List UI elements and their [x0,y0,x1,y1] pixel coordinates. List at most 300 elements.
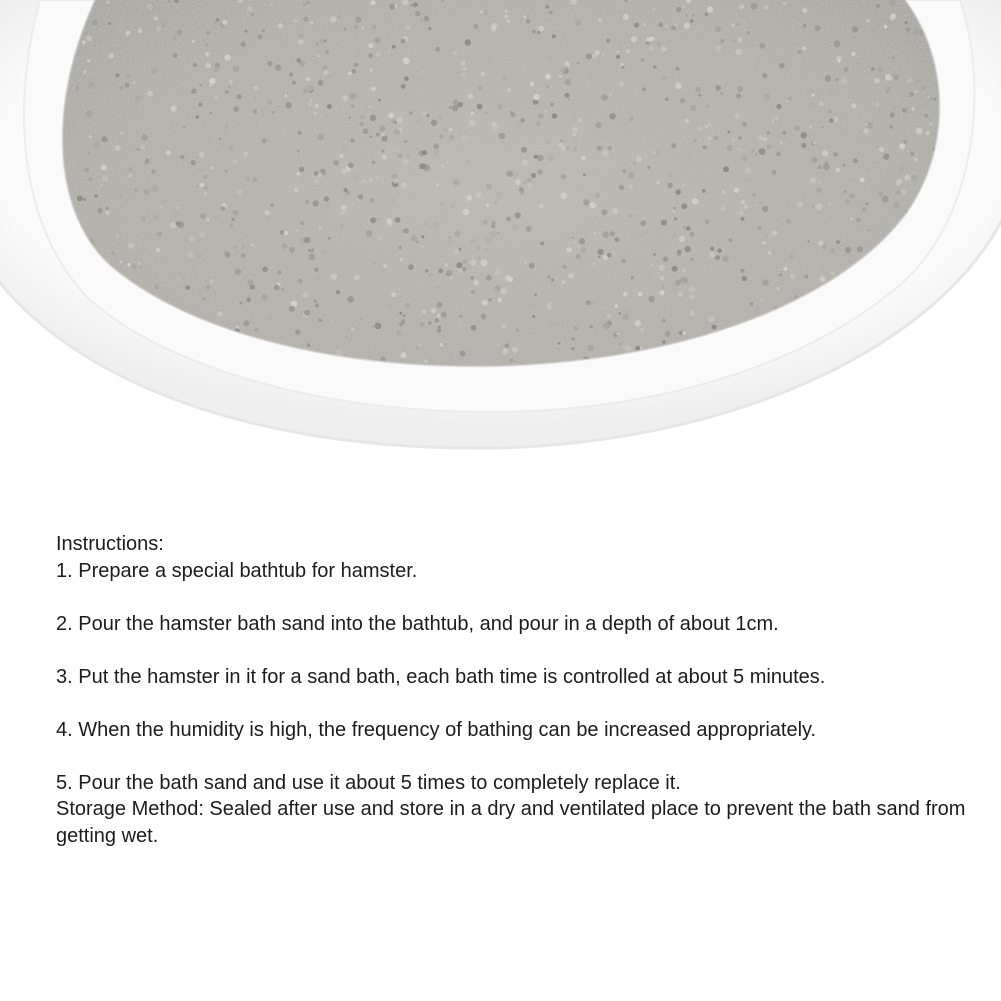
sand-granule [422,309,427,314]
sand-granule [629,117,633,121]
sand-granule [546,85,549,88]
sand-granule [513,173,519,179]
sand-granule [674,217,677,220]
sand-granule [745,168,751,174]
sand-granule [209,112,211,114]
sand-granule [134,188,138,192]
sand-granule [435,318,439,322]
sand-granule [224,129,229,134]
sand-granule [437,302,443,308]
sand-granule [299,61,305,67]
sand-granule [421,246,424,249]
sand-granule [304,237,310,243]
sand-granule [927,96,930,99]
sand-granule [411,235,417,241]
sand-granule [527,183,532,188]
sand-granule [379,318,385,324]
sand-granule [246,233,252,239]
sand-granule [758,56,763,61]
sand-granule [257,34,262,39]
sand-granule [141,144,146,149]
sand-granule [571,337,574,340]
sand-granule [698,126,703,131]
sand-granule [409,111,413,115]
sand-granule [306,77,311,82]
sand-granule [130,174,133,177]
sand-granule [812,157,818,163]
sand-granule [913,29,919,35]
sand-granule [119,16,125,22]
sand-granule [186,112,189,115]
sand-granule [392,45,396,49]
sand-granule [626,49,630,53]
sand-granule [762,279,769,286]
sand-granule [361,27,365,31]
sand-granule [116,25,121,30]
sand-granule [254,97,256,99]
sand-granule [845,247,851,253]
sand-granule [903,331,907,335]
sand-granule [833,116,839,122]
sand-granule [343,146,345,148]
sand-granule [621,66,624,69]
sand-granule [273,136,277,140]
sand-granule [636,156,642,162]
sand-granule [388,214,391,217]
sand-granule [87,59,90,62]
sand-granule [128,243,134,249]
sand-granule [739,136,742,139]
sand-granule [680,276,686,282]
sand-granule [558,342,561,345]
sand-granule [515,200,518,203]
sand-granule [141,197,146,202]
sand-granule [116,73,120,77]
sand-granule [593,333,596,336]
sand-granule [914,157,918,161]
sand-granule [863,128,869,134]
sand-granule [506,170,513,177]
sand-granule [764,5,769,10]
sand-granule [95,136,101,142]
sand-granule [849,193,854,198]
sand-granule [302,340,308,346]
sand-granule [401,39,406,44]
sand-granule [332,320,337,325]
sand-granule [191,160,196,165]
sand-granule [354,275,360,281]
sand-granule [348,71,352,75]
sand-granule [603,323,610,330]
sand-granule [527,15,529,17]
sand-granule [783,267,787,271]
sand-granule [415,148,419,152]
sand-granule [92,369,95,372]
sand-granule [476,192,482,198]
sand-granule [198,254,201,257]
sand-granule [507,88,511,92]
sand-granule [222,20,227,25]
sand-granule [736,49,742,55]
sand-granule [318,319,321,322]
sand-granule [171,270,174,273]
sand-granule [471,325,477,331]
sand-granule [629,214,632,217]
sand-granule [741,200,745,204]
sand-granule [297,172,300,175]
sand-granule [917,321,923,327]
sand-granule [262,195,265,198]
sand-granule [789,254,794,259]
sand-granule [741,217,745,221]
sand-granule [634,23,639,28]
sand-granule [632,162,636,166]
sand-granule [532,315,535,318]
instruction-step-5: 5. Pour the bath sand and use it about 5 times to completely replace it. [56,771,681,794]
sand-granule [622,169,627,174]
sand-granule [934,98,937,101]
sand-granule [97,208,102,213]
sand-granule [789,131,793,135]
sand-granule [271,170,274,173]
sand-granule [461,61,466,66]
sand-granule [51,352,54,355]
sand-granule [317,55,320,58]
sand-granule [119,236,123,240]
sand-granule [685,14,687,16]
sand-granule [163,259,170,266]
sand-granule [739,211,743,215]
sand-granule [602,231,609,238]
sand-granule [623,14,629,20]
sand-granule [325,203,330,208]
sand-granule [690,258,693,261]
sand-granule [552,34,556,38]
sand-granule [836,240,840,244]
sand-granule [394,129,400,135]
sand-granule [309,102,312,105]
sand-granule [939,309,946,316]
sand-granule [235,269,241,275]
sand-granule [903,140,907,144]
sand-granule [672,266,678,272]
sand-granule [190,264,196,270]
sand-granule [622,314,629,321]
sand-granule [137,261,141,265]
sand-granule [762,206,768,212]
sand-granule [351,105,354,108]
sand-granule [522,159,528,165]
sand-granule [413,2,418,7]
sand-granule [433,150,439,156]
sand-granule [545,110,548,113]
sand-granule [634,320,641,327]
sand-granule [926,144,931,149]
sand-granule [944,326,950,332]
sand-granule [760,202,764,206]
sand-granule [379,238,382,241]
sand-granule [566,147,570,151]
sand-granule [289,306,295,312]
sand-granule [449,106,452,109]
sand-granule [728,238,732,242]
sand-granule [545,74,551,80]
sand-granule [85,168,90,173]
sand-granule [215,96,218,99]
sand-granule [471,290,476,295]
sand-granule [225,124,228,127]
sand-granule [399,246,402,249]
sand-granule [621,259,626,264]
sand-granule [284,231,288,235]
sand-granule [782,131,786,135]
sand-granule [400,258,403,261]
sand-granule [154,17,157,20]
sand-granule [177,30,183,36]
sand-granule [698,94,701,97]
sand-granule [911,175,918,182]
sand-granule [454,231,460,237]
sand-granule [601,53,605,57]
sand-granule [612,208,618,214]
sand-granule [904,21,907,24]
sand-granule [831,248,835,252]
sand-granule [497,103,504,110]
sand-granule [877,66,883,72]
sand-granule [366,230,373,237]
sand-granule [589,325,593,329]
sand-granule [727,145,733,151]
sand-granule [481,314,487,320]
sand-granule [533,94,539,100]
sand-granule [229,80,233,84]
sand-granule [571,347,574,350]
sand-granule [643,231,648,236]
sand-granule [391,198,396,203]
sand-granule [403,57,410,64]
sand-granule [298,39,304,45]
sand-granule [342,150,345,153]
sand-granule [512,347,518,353]
sand-granule [588,345,595,352]
sand-granule [309,99,312,102]
sand-granule [308,254,315,261]
sand-granule [365,330,368,333]
sand-granule [424,221,430,227]
sand-granule [439,202,443,206]
sand-granule [660,290,665,295]
sand-granule [316,42,320,46]
sand-granule [195,204,198,207]
sand-granule [731,138,735,142]
sand-granule [653,65,657,69]
sand-granule [416,241,419,244]
sand-granule [539,204,544,209]
sand-granule [876,4,880,8]
sand-granule [500,288,507,295]
sand-granule [185,285,190,290]
sand-granule [574,147,578,151]
sand-granule [550,103,553,106]
sand-granule [891,371,894,374]
sand-granule [689,295,694,300]
sand-granule [319,226,323,230]
sand-granule [671,25,676,30]
sand-granule [531,173,536,178]
sand-granule [682,183,685,186]
sand-granule [208,52,213,57]
sand-granule [853,159,858,164]
sand-granule [102,175,108,181]
sand-granule [731,257,737,263]
sand-granule [808,125,812,129]
sand-granule [616,332,619,335]
sand-granule [381,135,387,141]
sand-granule [88,82,94,88]
sand-granule [439,134,444,139]
sand-granule [573,112,577,116]
sand-granule [459,315,462,318]
sand-granule [624,163,627,166]
sand-granule [369,136,372,139]
sand-granule [423,164,430,171]
sand-granule [444,343,447,346]
sand-granule [428,27,431,30]
sand-granule [348,163,354,169]
sand-granule [154,215,159,220]
sand-granule [780,141,783,144]
sand-granule [343,188,347,192]
sand-granule [650,37,655,42]
sand-granule [671,143,676,148]
sand-granule [812,206,815,209]
sand-granule [425,269,429,273]
sand-granule [824,221,829,226]
instruction-step-2: 2. Pour the hamster bath sand into the bathtub, and pour in a depth of about 1cm. [56,612,779,635]
sand-granule [274,285,280,291]
sand-granule [342,95,348,101]
sand-granule [852,36,854,38]
sand-granule [758,135,763,140]
sand-granule [786,219,791,224]
sand-granule [736,0,742,6]
sand-granule [387,303,392,308]
sand-granule [561,192,568,199]
sand-granule [453,51,456,54]
sand-granule [339,224,345,230]
sand-granule [722,255,729,262]
sand-granule [315,304,319,308]
sand-granule [183,126,186,129]
sand-granule [370,69,373,72]
sand-granule [590,202,596,208]
sand-granule [206,285,210,289]
sand-granule [891,13,896,18]
sand-granule [568,98,571,101]
sand-granule [857,246,863,252]
sand-granule [289,247,295,253]
sand-granule [803,24,807,28]
sand-granule [810,177,816,183]
sand-granule [674,194,679,199]
sand-granule [693,139,697,143]
sand-granule [213,215,218,220]
sand-granule [810,103,815,108]
sand-granule [886,91,889,94]
sand-granule [890,77,893,80]
sand-granule [344,28,347,31]
sand-granule [807,147,810,150]
sand-granule [397,356,400,359]
sand-granule [322,250,327,255]
sand-granule [502,349,508,355]
sand-granule [202,297,206,301]
sand-granule [678,291,684,297]
sand-granule [136,248,139,251]
sand-granule [590,75,595,80]
sand-granule [641,58,644,61]
sand-granule [393,178,399,184]
sand-granule [141,216,146,221]
sand-granule [336,290,340,294]
sand-granule [834,41,841,48]
sand-granule [303,3,306,6]
sand-granule [885,356,890,361]
sand-granule [326,73,331,78]
sand-granule [524,261,527,264]
sand-granule [598,18,603,23]
sand-granule [609,93,612,96]
sand-granule [365,153,368,156]
sand-granule [705,13,709,17]
sand-granule [105,50,110,55]
sand-granule [690,105,696,111]
sand-granule [497,344,500,347]
sand-granule [772,119,774,121]
sand-granule [747,31,751,35]
sand-granule [459,351,465,357]
sand-granule [860,177,865,182]
sand-granule [603,255,608,260]
sand-granule [551,279,554,282]
sand-granule [297,131,301,135]
sand-granule [285,102,291,108]
sand-granule [575,20,582,27]
sand-granule [477,104,483,110]
sand-granule [540,241,544,245]
sand-granule [214,21,217,24]
sand-granule [245,30,248,33]
sand-granule [843,164,846,167]
sand-granule [744,176,750,182]
sand-granule [348,116,351,119]
sand-granule [742,276,747,281]
sand-granule [667,183,672,188]
sand-granule [416,118,422,124]
sand-granule [592,263,595,266]
sand-granule [695,87,700,92]
sand-granule [442,127,448,133]
sand-granule [170,106,176,112]
sand-granule [428,321,432,325]
sand-granule [352,69,357,74]
sand-granule [360,115,365,120]
sand-granule [517,22,522,27]
sand-granule [455,182,459,186]
sand-granule [244,153,247,156]
sand-granule [173,53,178,58]
instruction-step-4: 4. When the humidity is high, the frequency of bathing can be increased appropriately. [56,718,817,741]
